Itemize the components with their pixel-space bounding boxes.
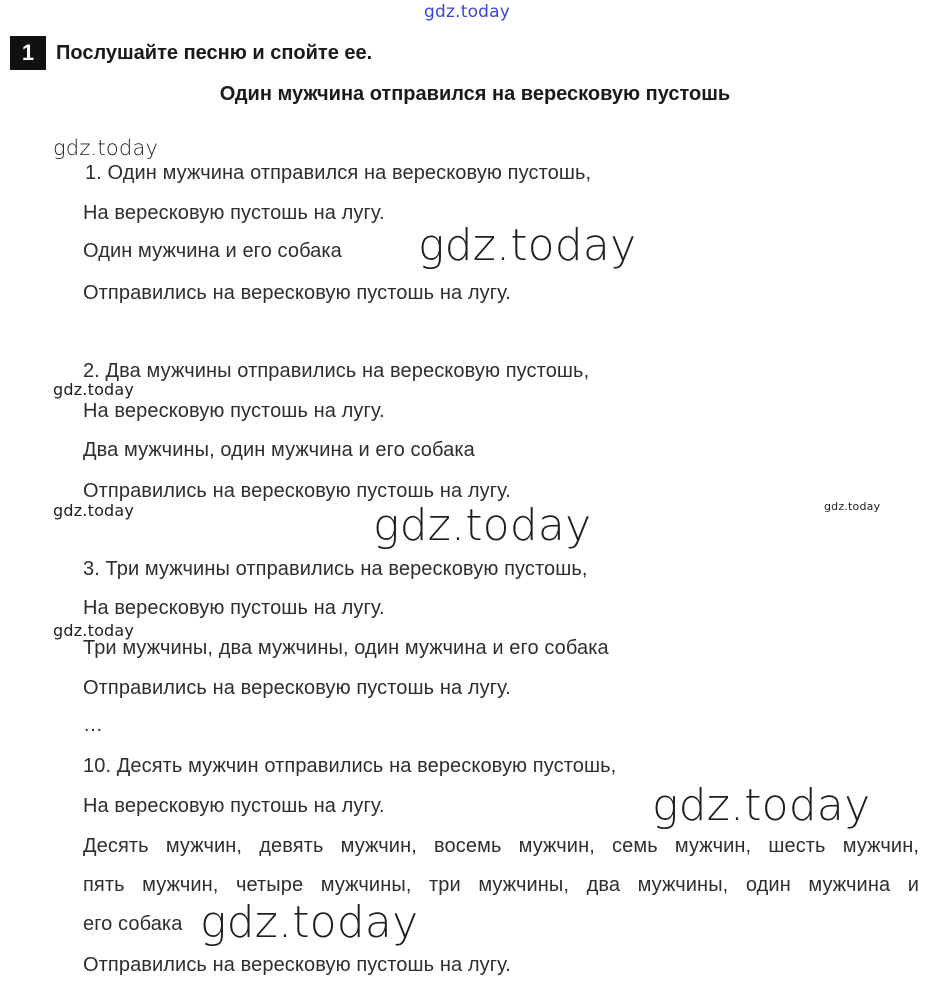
song-line: его собака [83, 913, 183, 935]
song-line: 3. Три мужчины отправились на вересковую пустошь, [83, 558, 588, 580]
song-line: Три мужчины, два мужчины, один мужчина и его собака [83, 637, 609, 659]
song-line: Отправились на вересковую пустошь на лугу. [83, 480, 511, 502]
song-line: На вересковую пустошь на лугу. [83, 400, 385, 422]
song-line: Два мужчины, один мужчина и его собака [83, 439, 475, 461]
watermark: gdz.today [53, 621, 135, 640]
song-line: 10. Десять мужчин отправились на вересковую пустошь, [83, 755, 617, 777]
song-line: Отправились на вересковую пустошь на лугу. [83, 954, 511, 976]
song-line: На вересковую пустошь на лугу. [83, 795, 385, 817]
song-line: На вересковую пустошь на лугу. [83, 202, 385, 224]
task-number-badge: 1 [10, 36, 46, 70]
watermark: gdz.today [53, 501, 135, 520]
task-instruction: Послушайте песню и спойте ее. [56, 42, 373, 64]
ellipsis: … [83, 714, 104, 736]
song-line: пять мужчин, четыре мужчины, три мужчины, два мужчины, один мужчина и [83, 874, 919, 896]
song-line: Отправились на вересковую пустошь на лугу. [83, 282, 511, 304]
watermark: gdz.today [53, 136, 159, 160]
song-line: Один мужчина и его собака [83, 240, 342, 262]
song-title: Один мужчина отправился на вересковую пустошь [219, 83, 731, 105]
song-line: На вересковую пустошь на лугу. [83, 597, 385, 619]
song-line: 1. Один мужчина отправился на вересковую пустошь, [85, 162, 592, 184]
watermark: gdz.today [418, 220, 637, 271]
watermark: gdz.today [373, 500, 592, 551]
watermark: gdz.today [53, 380, 135, 399]
watermark: gdz.today [200, 897, 419, 948]
song-line: Десять мужчин, девять мужчин, восемь мужчин, семь мужчин, шесть мужчин, [83, 835, 919, 857]
watermark: gdz.today [824, 500, 881, 513]
song-line-justified [83, 835, 919, 858]
watermark: gdz.today [652, 780, 871, 831]
song-line: Отправились на вересковую пустошь на лугу. [83, 677, 511, 699]
song-line: 2. Два мужчины отправились на вересковую пустошь, [83, 360, 590, 382]
watermark-top: gdz.today [424, 2, 511, 22]
